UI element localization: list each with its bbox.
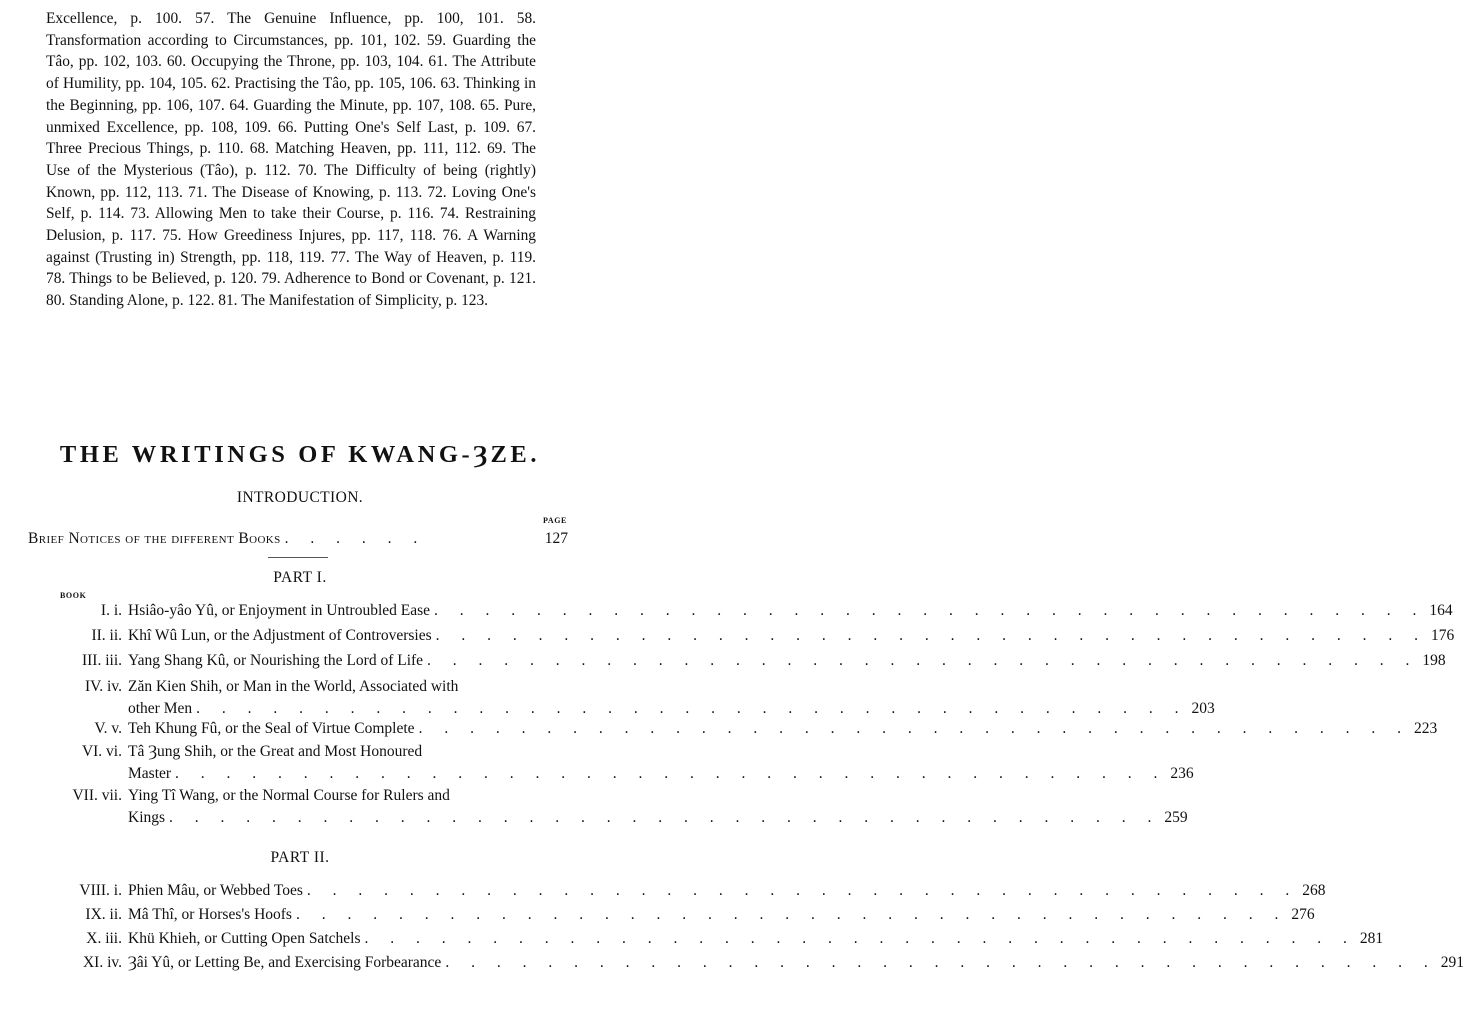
page-number: 276 [1291, 906, 1315, 923]
leader-dots: . . . . . . . . . . . . . . . . . . . . . . . . . . . . . . . . . . . . . . . [418, 720, 1410, 737]
introduction-heading: INTRODUCTION. [236, 489, 364, 506]
entry-title: Khü Khieh, or Cutting Open Satchels [128, 930, 361, 947]
leader-dots: . . . . . . . . . . . . . . . . . . . . . . . . . . . . . . . . . . . . . . . [435, 627, 1428, 644]
book-number: III. iii. [81, 652, 122, 669]
entry-title: Mâ Thî, or Horses's Hoofs [128, 906, 292, 923]
leader-dots: . . . . . . . . . . . . . . . . . . . . . . . . . . . . . . . . . . . . . . . [364, 930, 1356, 947]
book-number: II. ii. [91, 627, 122, 644]
page-number: 176 [1431, 627, 1455, 644]
book-number: VIII. i. [79, 882, 122, 899]
entry-title: Hsiâo-yâo Yû, or Enjoyment in Untroubled Ease [128, 602, 431, 619]
brief-notices-entry [28, 530, 568, 548]
contents-paragraph: Excellence, p. 100. 57. The Genuine Influence, pp. 100, 101. 58. Transformation according to Circumstances, pp. 101, 102. 59. Guarding the Tâo, pp. 102, 103. 60. Occupying the Throne, pp. 103, 104. 61. The Attribute of Humility, pp. 104, 105. 62. Practising the Tâo, pp. 105, 106. 63. Thinking in the Beginning, pp. 106, 107. 64. Guarding the Minute, pp. 107, 108. 65. Pure, unmixed Excellence, pp. 108, 109. 66. Putting One's Self Last, p. 109. 67. Three Precious Things, p. 110. 68. Matching Heaven, pp. 111, 112. 69. The Use of the Mysterious (Tâo), p. 112. 70. The Difficulty of being (rightly) Known, pp. 112, 113. 71. The Disease of Knowing, p. 113. 72. Loving One's Self, p. 114. 73. Allowing Men to take their Course, p. 116. 74. Restraining Delusion, p. 117. 75. How Greediness Injures, pp. 117, 118. 76. A Warning against (Trusting in) Strength, pp. 118, 119. 77. The Way of Heaven, p. 119. 78. Things to be Believed, p. 120. 79. Adherence to Bond or Covenant, p. 121. 80. Standing Alone, p. 122. 81. The Manifestation of Simplicity, p. 123. [46, 10, 536, 310]
leader-dots: . . . . . . [284, 530, 427, 547]
entry-title-continuation: Master [128, 764, 172, 782]
leader-dots: . . . . . . . . . . . . . . . . . . . . . . . . . . . . . . . . . . . . . . . [434, 602, 1426, 619]
page-number: 281 [1359, 930, 1384, 947]
entry-title: Zăn Kien Shih, or Man in the World, Associated with [128, 678, 459, 695]
leader-dots: . . . . . . . . . . . . . . . . . . . . . . . . . . . . . . . . . . . . . . . [196, 699, 1188, 717]
page-number: 268 [1302, 882, 1326, 899]
entry-title: Ȝâi Yû, or Letting Be, and Exercising Forbearance [128, 954, 442, 971]
leader-dots: . . . . . . . . . . . . . . . . . . . . . . . . . . . . . . . . . . . . . . . [295, 906, 1288, 923]
book-number: VII. vii. [72, 787, 122, 804]
book-number: XI. iv. [82, 954, 122, 971]
book-number: IX. ii. [85, 906, 122, 923]
page-number: 127 [544, 530, 568, 547]
leader-dots: . . . . . . . . . . . . . . . . . . . . . . . . . . . . . . . . . . . . . . . [306, 882, 1299, 899]
entry-title: Tâ Ȝung Shih, or the Great and Most Honoured [128, 743, 423, 760]
book-number: I. i. [100, 602, 122, 619]
part-one-heading: PART I. [273, 569, 327, 586]
page-number: 291 [1440, 954, 1464, 971]
part-two-heading: PART II. [270, 849, 330, 866]
entry-title-continuation: other Men [128, 699, 193, 717]
entry-title: Teh Khung Fû, or the Seal of Virtue Complete [128, 720, 415, 737]
book-column-label: BOOK [60, 591, 87, 600]
page-title: THE WRITINGS OF KWANG-ȜZE. [59, 441, 541, 468]
leader-dots: . . . . . . . . . . . . . . . . . . . . . . . . . . . . . . . . . . . . . . . [175, 764, 1167, 782]
leader-dots: . . . . . . . . . . . . . . . . . . . . . . . . . . . . . . . . . . . . . . . [169, 808, 1161, 826]
entry-title: Khî Wû Lun, or the Adjustment of Controversies [128, 627, 432, 644]
book-number: X. iii. [86, 930, 122, 947]
page-number: 236 [1170, 764, 1194, 782]
page-number: 164 [1429, 602, 1453, 619]
page-number: 203 [1191, 699, 1215, 717]
page-number: 223 [1413, 720, 1438, 737]
page-number: 259 [1164, 808, 1188, 826]
book-number: IV. iv. [84, 678, 122, 695]
entry-title: Yang Shang Kû, or Nourishing the Lord of Life [128, 652, 424, 669]
brief-notices-title: Brief Notices of the different Books [28, 530, 281, 547]
entry-title: Phien Mâu, or Webbed Toes [128, 882, 303, 899]
book-number: VI. vi. [81, 743, 122, 760]
page-column-label: PAGE [542, 516, 567, 525]
leader-dots: . . . . . . . . . . . . . . . . . . . . . . . . . . . . . . . . . . . . . . . [427, 652, 1419, 669]
divider-rule [268, 557, 328, 558]
entry-title: Ying Tî Wang, or the Normal Course for Rulers and [128, 787, 450, 804]
entry-title-continuation: Kings [128, 808, 166, 826]
page-number: 198 [1422, 652, 1446, 669]
book-number: V. v. [94, 720, 122, 737]
leader-dots: . . . . . . . . . . . . . . . . . . . . . . . . . . . . . . . . . . . . . . . [445, 954, 1437, 971]
